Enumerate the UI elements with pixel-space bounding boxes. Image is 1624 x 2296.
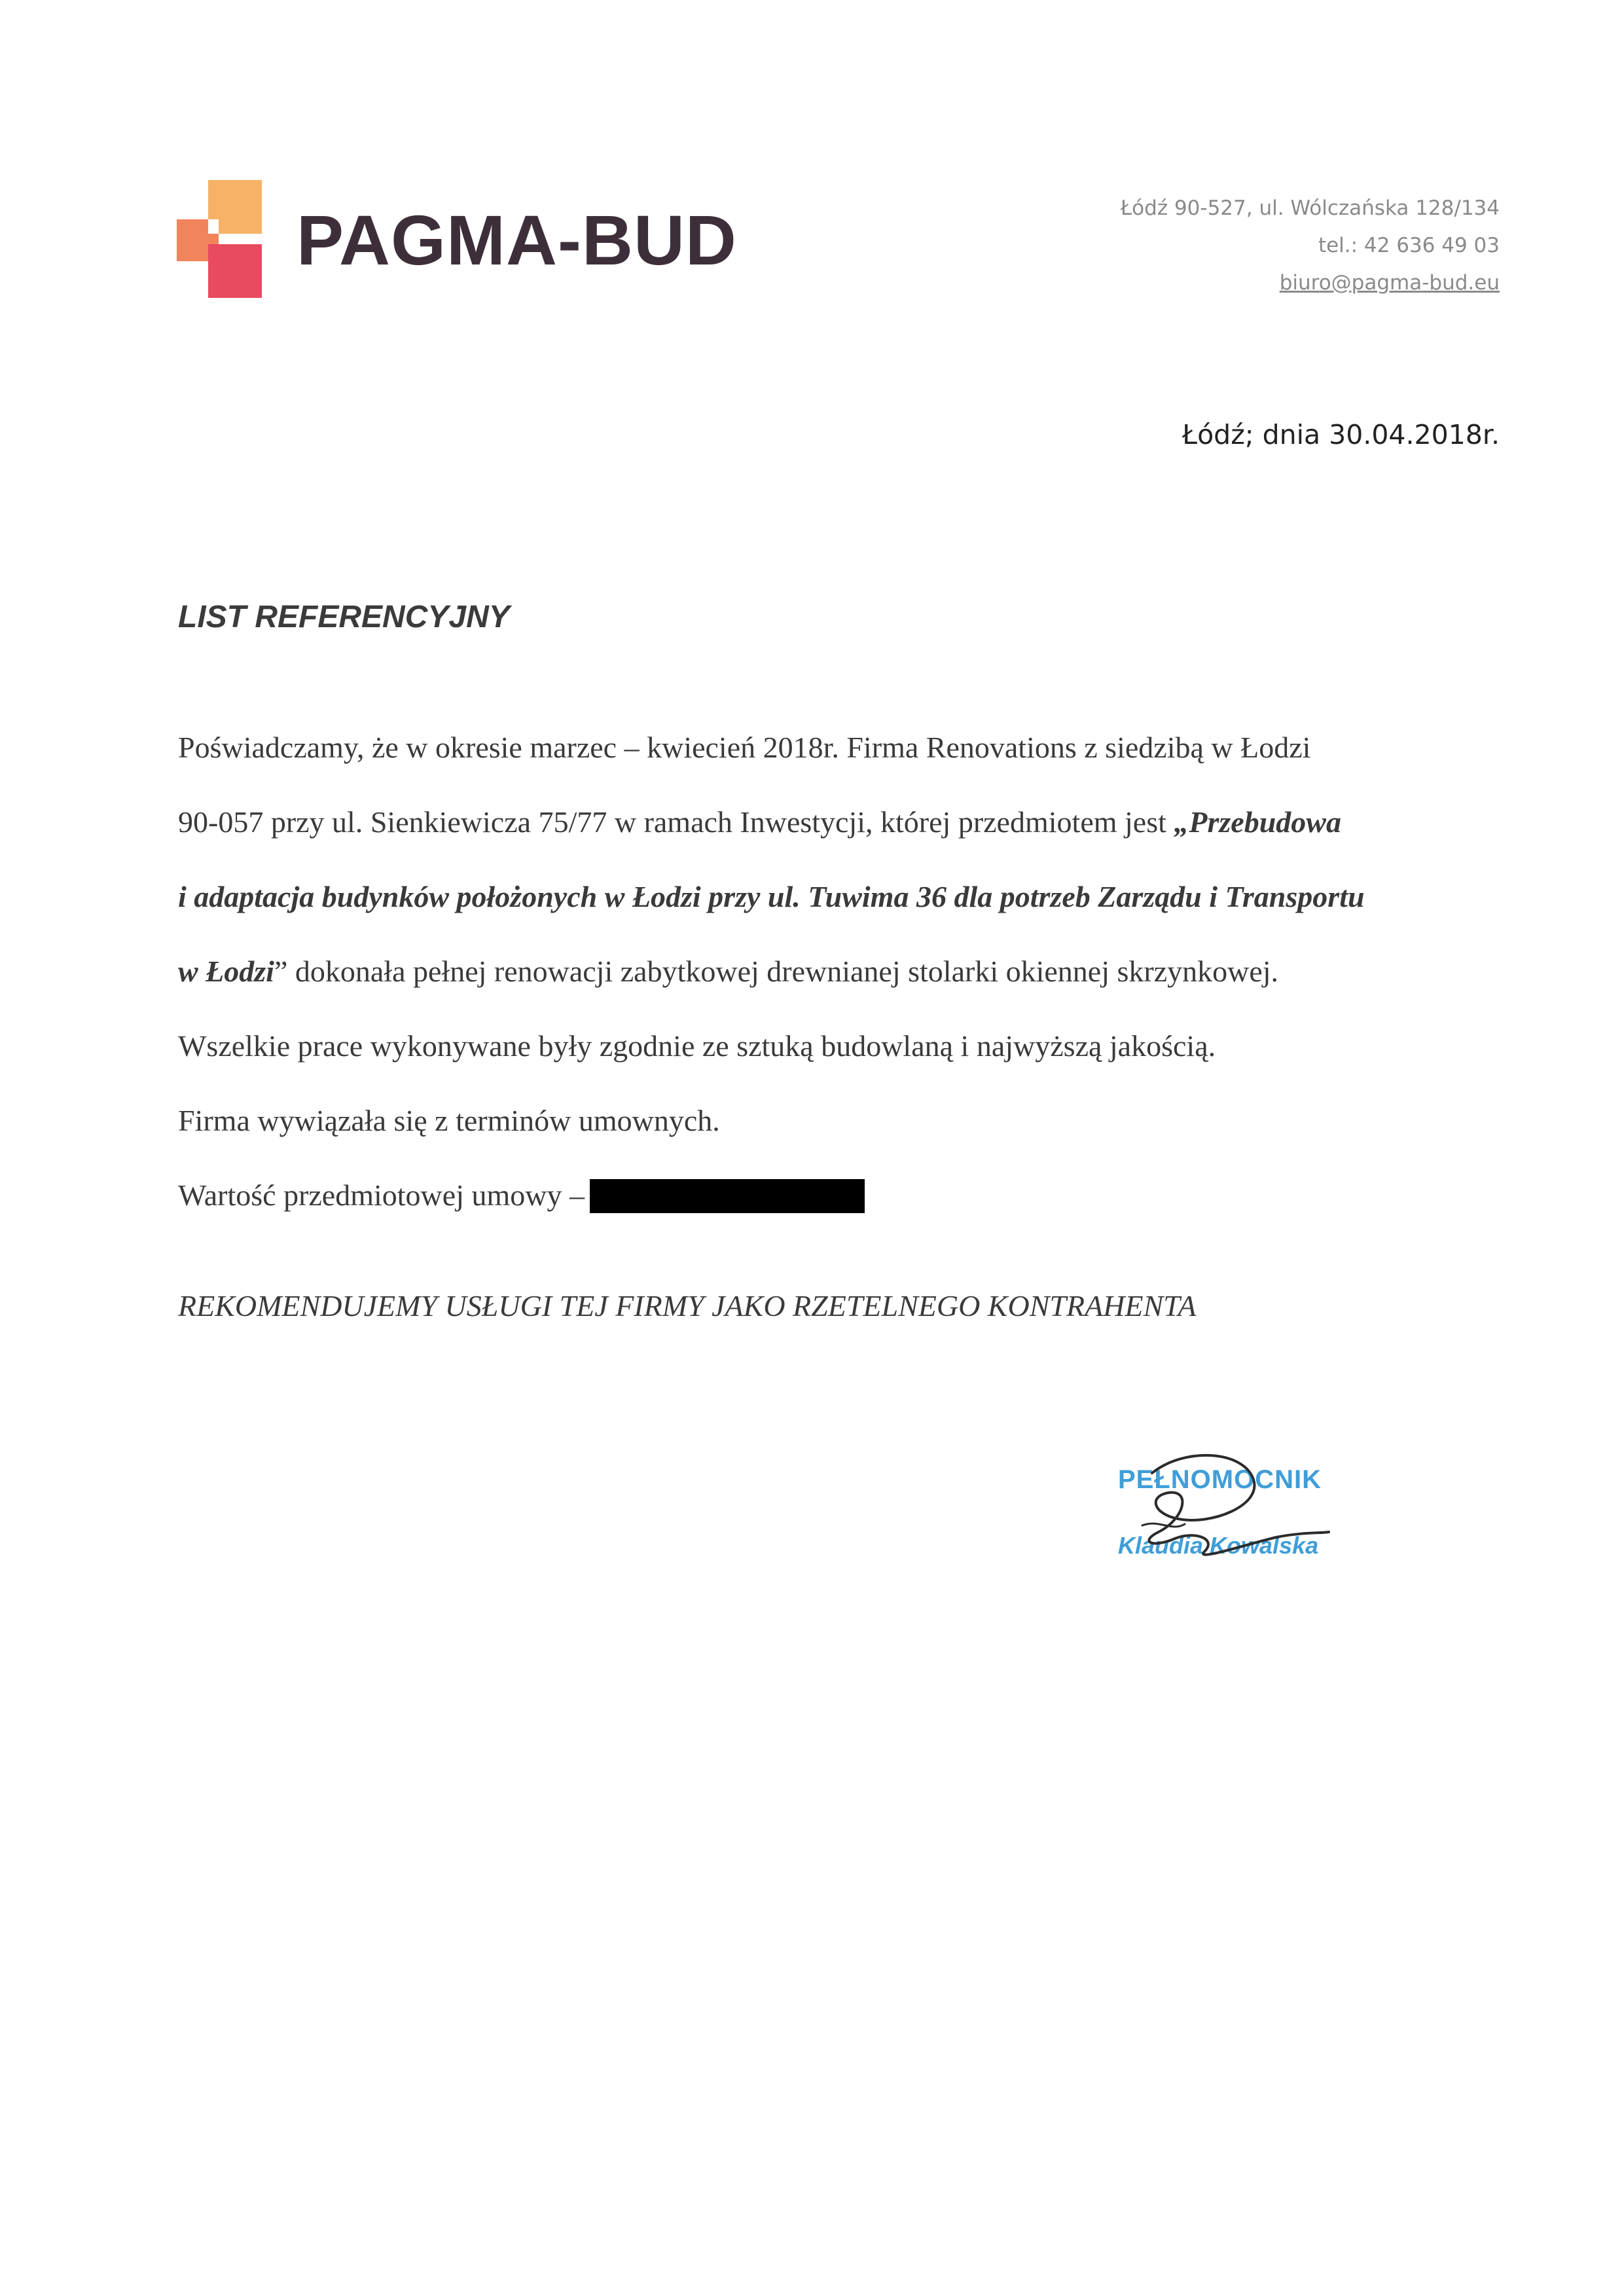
body-text-segment: 90-057 przy ul. Sienkiewicza 75/77 w ramach Inwestycji, której przedmiotem jest [178, 805, 1174, 839]
company-email-link[interactable]: biuro@pagma-bud.eu [1279, 271, 1500, 295]
company-phone: tel.: 42 636 49 03 [1318, 234, 1500, 257]
body-line: Poświadczamy, że w okresie marzec – kwiecień 2018r. Firma Renovations z siedzibą w Łodzi [178, 731, 1311, 764]
body-line: Firma wywiązała się z terminów umownych. [178, 1104, 720, 1137]
recommendation-line: REKOMENDUJEMY USŁUGI TEJ FIRMY JAKO RZETELNEGO KONTRAHENTA [178, 1289, 1197, 1322]
body-text-segment: ” dokonała pełnej renowacji zabytkowej drewnianej stolarki okiennej skrzynkowej. [274, 955, 1279, 988]
contract-value-label: Wartość przedmiotowej umowy – [178, 1178, 585, 1212]
letter-date: Łódź; dnia 30.04.2018r. [1182, 419, 1500, 450]
investment-name-end: w Łodzi [178, 955, 274, 988]
company-logo [177, 180, 737, 304]
contact-info [1121, 190, 1500, 302]
company-address: Łódź 90-527, ul. Wólczańska 128/134 [1120, 196, 1500, 220]
investment-name-start: „Przebudowa [1174, 805, 1341, 839]
investment-name-line: i adaptacja budynków położonych w Łodzi przy ul. Tuwima 36 dla potrzeb Zarządu i Transportu [178, 880, 1365, 913]
handwritten-signature [1113, 1434, 1348, 1584]
body-line [178, 805, 1341, 839]
stamp-name: Klaudia Kowalska [1118, 1532, 1319, 1559]
company-name: PAGMA-BUD [297, 200, 737, 280]
logo-mark-icon [177, 180, 262, 298]
contract-value-line [178, 1178, 865, 1213]
authorization-stamp [1113, 1434, 1348, 1584]
body-line [178, 954, 1278, 989]
body-line: Wszelkie prace wykonywane były zgodnie ze sztuką budowlaną i najwyższą jakością. [178, 1029, 1216, 1063]
stamp-role: PEŁNOMOCNIK [1118, 1465, 1322, 1494]
letter-title: LIST REFERENCYJNY [178, 600, 510, 634]
redaction-bar [590, 1179, 865, 1213]
